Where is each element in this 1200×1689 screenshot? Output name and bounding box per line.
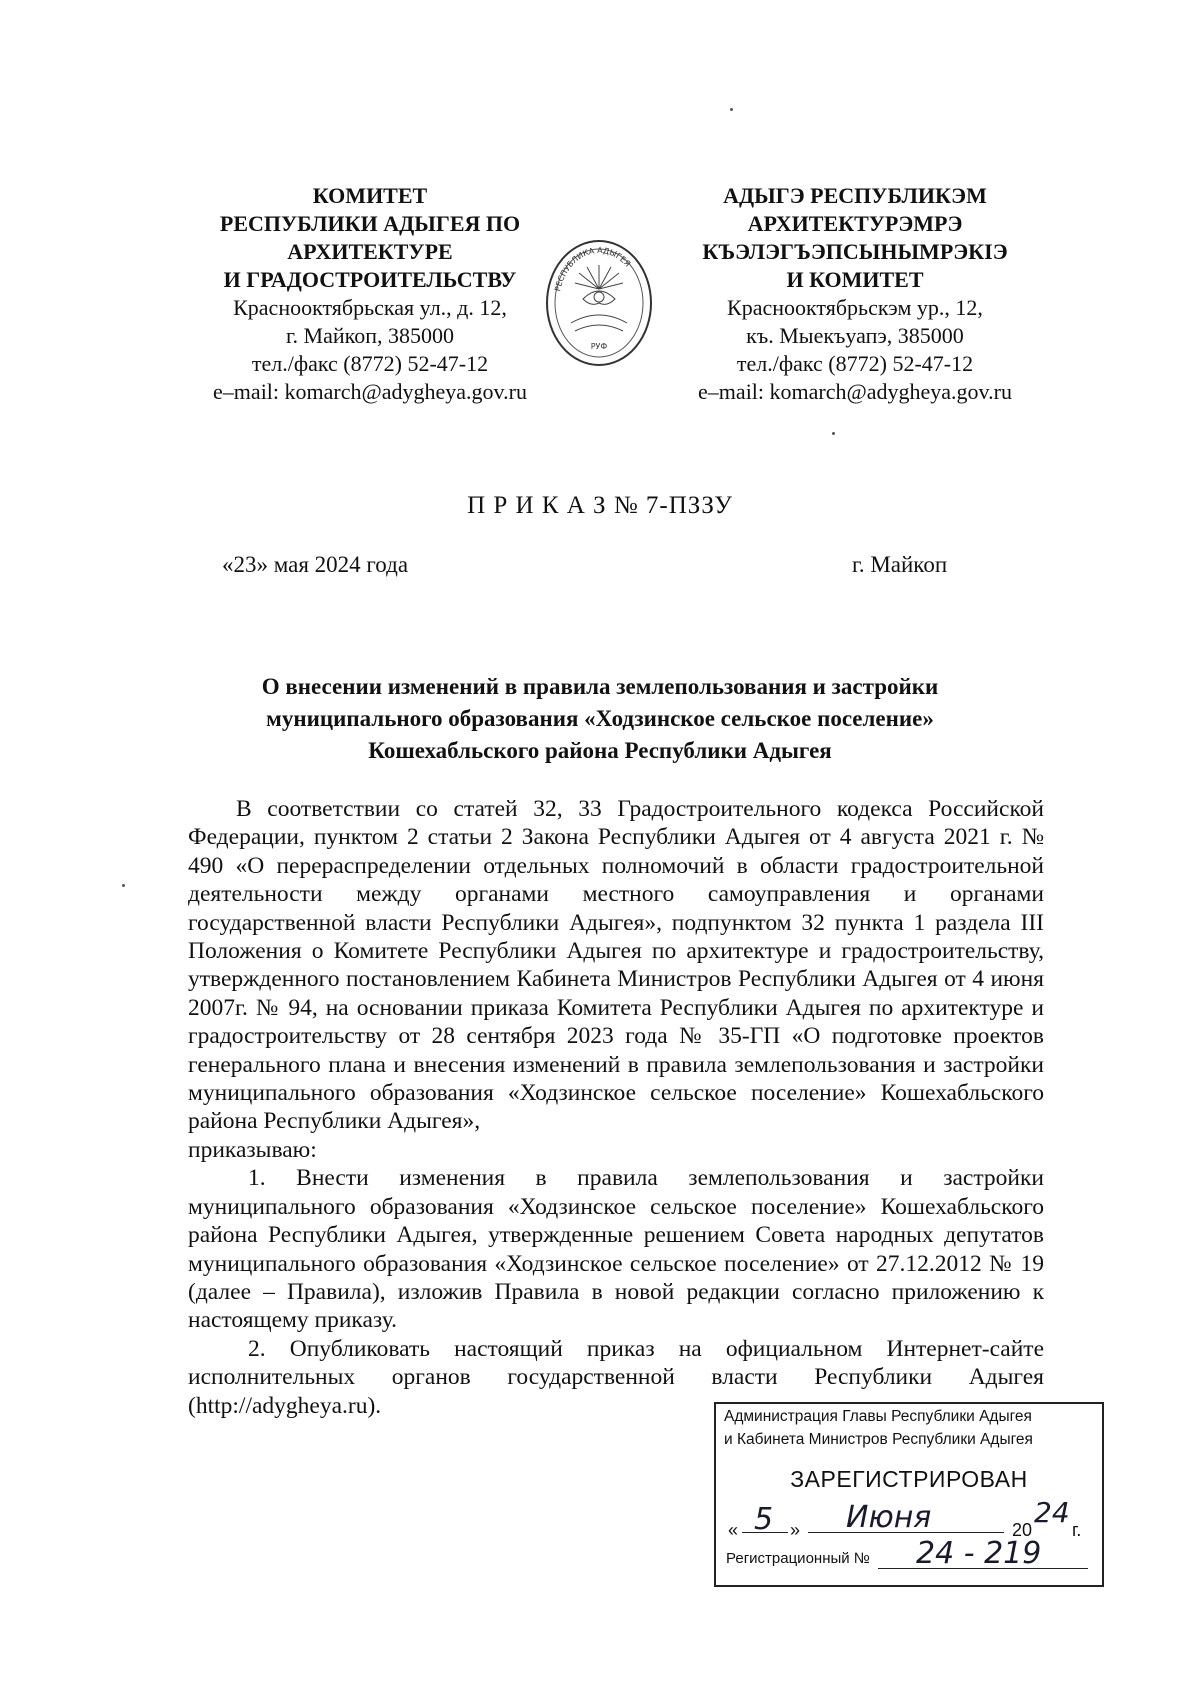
stamp-year-prefix: 20 [1012, 1520, 1033, 1540]
registration-stamp [714, 1402, 1104, 1587]
stamp-reg-label: Регистрационный № [726, 1550, 870, 1567]
stamp-year-mark: г. [1072, 1520, 1082, 1540]
stamp-reg-number: 24 - 219 [916, 1536, 1042, 1571]
org-email[interactable]: e–mail: komarch@adygheya.gov.ru [698, 379, 1012, 404]
org-phone: тел./факс (8772) 52-47-12 [251, 351, 489, 376]
org-title-line: АРХИТЕКТУРЭМРЭ [747, 211, 963, 236]
order-item-2: 2. Опубликовать настоящий приказ на официальном Интернет-сайте исполнительных органов государственной власти Республики Адыгея (http://adygheya.ru). [188, 1335, 1044, 1419]
stamp-quote: « [728, 1520, 739, 1540]
committee-header-adyghe [655, 182, 1055, 406]
org-phone: тел./факс (8772) 52-47-12 [736, 351, 974, 376]
emblem-seal [543, 237, 655, 369]
order-body [188, 795, 1044, 1420]
org-title-line: КЪЭЛЭГЪЭПСЫНЫМРЭКIЭ [702, 239, 1008, 264]
subject-line: О внесении изменений в правила землепользования и застройки [261, 674, 939, 699]
order-title: П Р И К А З № 7-ПЗЗУ [467, 492, 733, 519]
scan-speck [832, 432, 835, 435]
stamp-quote: » [790, 1520, 801, 1540]
order-date: «23» мая 2024 года [222, 552, 409, 577]
committee-header-russian [180, 182, 560, 406]
stamp-day: 5 [754, 1502, 774, 1537]
org-title-line: РЕСПУБЛИКИ АДЫГЕЯ ПО [219, 211, 521, 236]
org-email[interactable]: e–mail: komarch@adygheya.gov.ru [213, 379, 527, 404]
order-place: г. Майкоп [852, 552, 948, 577]
stamp-month: Июня [846, 1500, 932, 1535]
stamp-authority-line: Администрация Главы Республики Адыгея [724, 1408, 1032, 1425]
adygea-emblem-icon [543, 237, 655, 369]
svg-text:РЕСПУБЛИКА АДЫГЕЯ [553, 246, 632, 292]
org-city: къ. Мыекъуапэ, 385000 [746, 323, 964, 348]
scan-speck [122, 884, 125, 887]
org-title-line: И КОМИТЕТ [786, 267, 924, 292]
stamp-authority-line: и Кабинета Министров Республики Адыгея [724, 1431, 1033, 1448]
subject-line: муниципального образования «Ходзинское сельское поселение» [266, 706, 934, 731]
org-title-line: АДЫГЭ РЕСПУБЛИКЭМ [723, 183, 987, 208]
order-item-1: 1. Внести изменения в правила землепользования и застройки муниципального образования «Ходзинское сельское поселение» Кошехабльского района Республики Адыгея, утвержденные решением Совета народных депутатов муниципального образования «Ходзинское сельское поселение» от 27.12.2012 № 19 (далее – Правила), изложив Правила в новой редакции согласно приложению к настоящему приказу. [188, 1165, 1044, 1334]
order-word: приказываю: [188, 1136, 317, 1163]
org-address: Краснооктябрьскэм ур., 12, [727, 295, 983, 320]
org-city: г. Майкоп, 385000 [286, 323, 454, 348]
emblem-text: РЕСПУБЛИКА АДЫГЕЯ [553, 245, 633, 293]
stamp-status: ЗАРЕГИСТРИРОВАН [790, 1466, 1028, 1492]
org-title-line: КОМИТЕТ [312, 183, 428, 208]
scan-speck [730, 108, 733, 111]
org-title-line: И ГРАДОСТРОИТЕЛЬСТВУ [223, 267, 517, 292]
subject-line: Кошехабльского района Республики Адыгея [368, 738, 832, 763]
body-preamble: В соответствии со статей 32, 33 Градостроительного кодекса Российской Федерации, пунктом 2 статьи 2 Закона Республики Адыгея от 4 августа 2021 г. № 490 «О перераспределении отдельных полномочий в области градостроительной деятельности между органами местного самоуправления и органами государственной власти Республики Адыгея», подпунктом 32 пункта 1 раздела III Положения о Комитете Республики Адыгея по архитектуре и градостроительству, утвержденного постановлением Кабинета Министров Республики Адыгея от 4 июня 2007г. № 94, на основании приказа Комитета Республики Адыгея по архитектуре и градостроительству от 28 сентября 2023 года № 35-ГП «О подготовке проектов генерального плана и внесения изменений в правила землепользования и застройки муниципального образования «Ходзинское сельское поселение» Кошехабльского района Республики Адыгея», [188, 796, 1044, 1135]
order-subject [150, 671, 1050, 767]
emblem-caption: РУФ [590, 342, 608, 351]
org-address: Краснооктябрьская ул., д. 12, [233, 295, 507, 320]
stamp-year: 24 [1034, 1496, 1070, 1529]
org-title-line: АРХИТЕКТУРЕ [287, 239, 453, 264]
